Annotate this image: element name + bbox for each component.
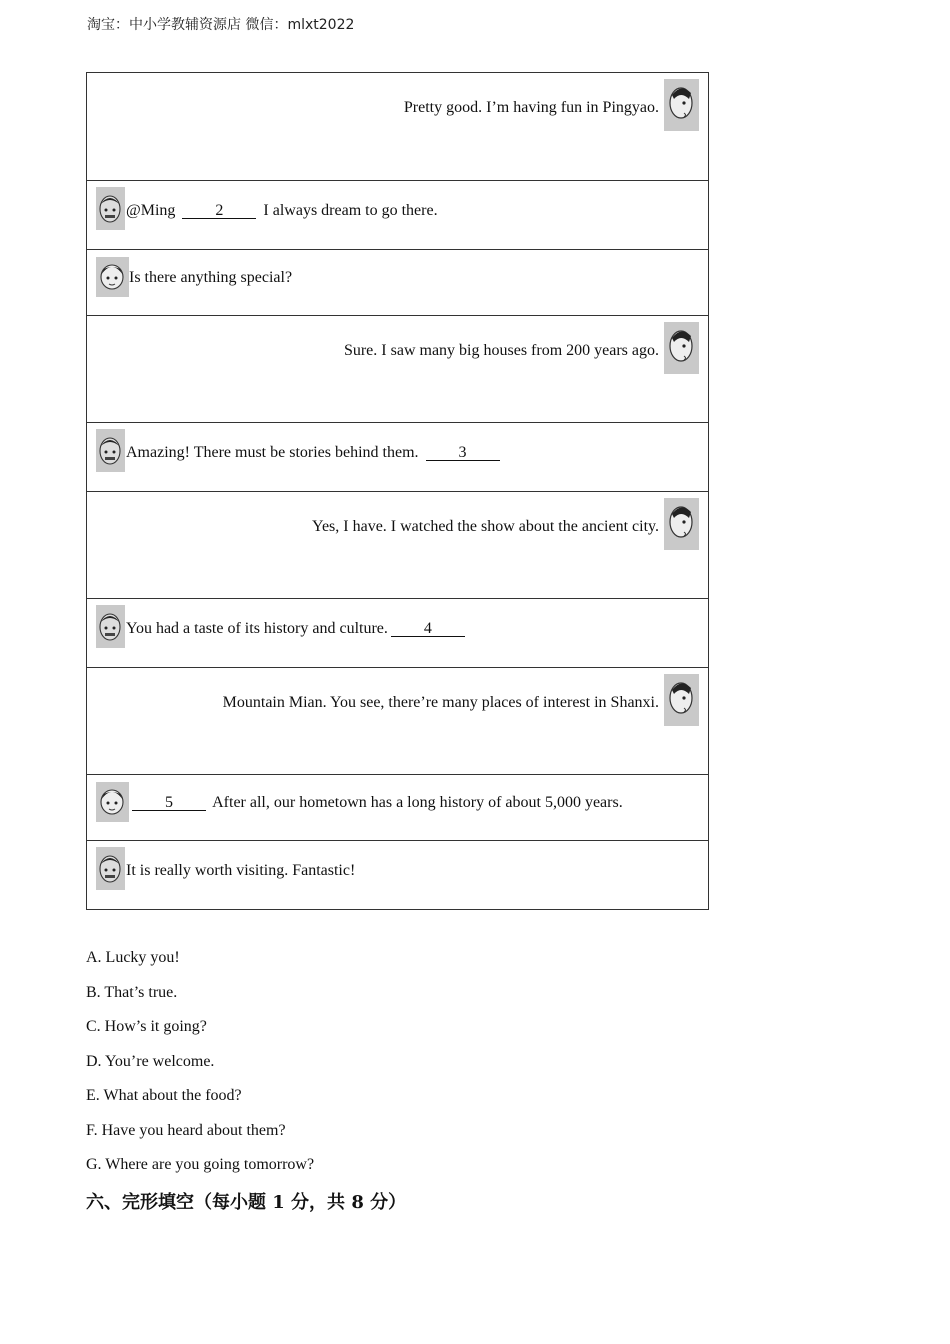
dialog-text: Pretty good. I’m having fun in Pingyao. <box>403 99 659 116</box>
dialog-text: Yes, I have. I watched the show about the ancient city. <box>311 518 659 535</box>
option-g: G. Where are you going tomorrow? <box>86 1156 315 1173</box>
dialog-text: You had a taste of its history and culture. 4 <box>126 620 468 638</box>
man-avatar-icon <box>664 674 699 726</box>
page-header: 淘宝：中小学教辅资源店 微信：mlxt2022 <box>87 17 355 33</box>
dialog-row-3 <box>87 249 708 315</box>
dialog-row-5 <box>87 422 708 491</box>
dialog-table <box>86 72 709 910</box>
option-e: E. What about the food? <box>86 1087 242 1104</box>
girl-avatar-icon <box>96 782 129 822</box>
option-d: D. You’re welcome. <box>86 1052 215 1070</box>
section-title: 六、完形填空（每小题 1 分，共 8 分） <box>86 1192 407 1213</box>
dialog-text: Amazing! There must be stories behind them. 3 <box>126 444 503 462</box>
option-c: C. How’s it going? <box>86 1018 207 1035</box>
boy-avatar-icon <box>96 187 125 230</box>
answer-options <box>86 948 314 1190</box>
dialog-row-4 <box>87 315 708 422</box>
girl-avatar-icon <box>96 257 129 297</box>
dialog-row-2 <box>87 180 708 249</box>
option-b: B. That’s true. <box>86 983 178 1001</box>
answer-blank-4[interactable]: 4 <box>391 621 465 637</box>
dialog-row-6 <box>87 491 708 598</box>
dialog-text: It is really worth visiting. Fantastic! <box>126 862 356 879</box>
dialog-row-1 <box>87 73 708 180</box>
dialog-text: Is there anything special? <box>129 269 293 286</box>
dialog-row-8 <box>87 667 708 774</box>
option-a: A. Lucky you! <box>86 949 180 966</box>
dialog-row-9 <box>87 774 708 840</box>
answer-blank-5[interactable]: 5 <box>132 795 206 811</box>
dialog-text: 5 After all, our hometown has a long history of about 5,000 years. <box>129 794 623 812</box>
man-avatar-icon <box>664 498 699 550</box>
dialog-row-10 <box>87 840 708 909</box>
boy-avatar-icon <box>96 429 125 472</box>
boy-avatar-icon <box>96 847 125 890</box>
dialog-text: Mountain Mian. You see, there’re many places of interest in Shanxi. <box>222 694 659 711</box>
man-avatar-icon <box>664 322 699 374</box>
answer-blank-2[interactable]: 2 <box>182 203 256 219</box>
dialog-text: @Ming 2 I always dream to go there. <box>126 202 438 219</box>
dialog-row-7 <box>87 598 708 667</box>
dialog-text: Sure. I saw many big houses from 200 years ago. <box>343 342 659 359</box>
option-f: F. Have you heard about them? <box>86 1121 286 1139</box>
man-avatar-icon <box>664 79 699 131</box>
boy-avatar-icon <box>96 605 125 648</box>
answer-blank-3[interactable]: 3 <box>426 445 500 461</box>
